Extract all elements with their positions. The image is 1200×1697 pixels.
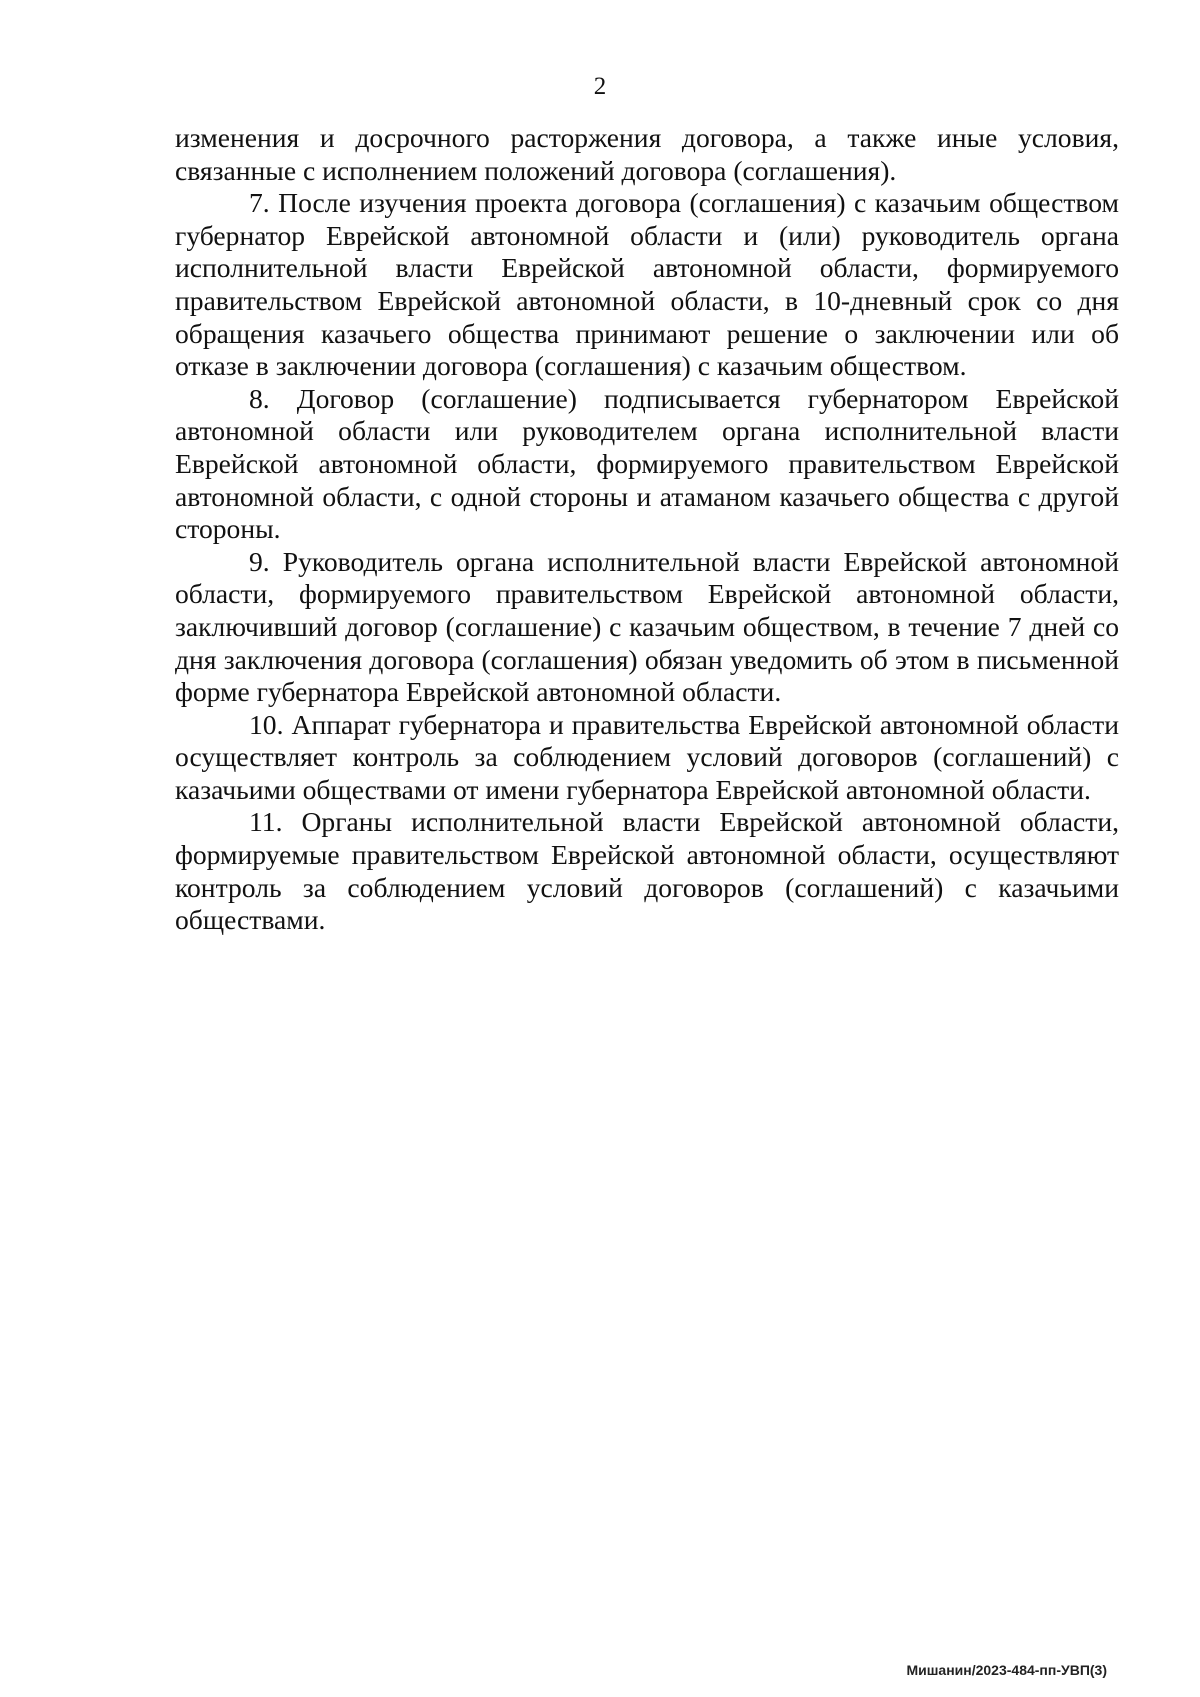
- page-number: 2: [593, 73, 607, 100]
- paragraph-item-10: 10. Аппарат губернатора и правительства Еврейской автономной области осуществляет контроль за соблюдением условий договоров (соглашений) с казачьими обществами от имени губернатора Еврейской автономной области.: [175, 708, 1119, 805]
- paragraph-item-8: 8. Договор (соглашение) подписывается губернатором Еврейской автономной области или руководителем органа исполнительной власти Еврейской автономной области, формируемого правительством Еврейской автономной области, с одной стороны и атаманом казачьего общества с другой стороны.: [175, 382, 1119, 545]
- paragraph-item-9: 9. Руководитель органа исполнительной власти Еврейской автономной области, формируемого правительством Еврейской автономной области, заключивший договор (соглашение) с казачьим обществом, в течение 7 дней со дня заключения договора (соглашения) обязан уведомить об этом в письменной форме губернатора Еврейской автономной области.: [175, 545, 1119, 708]
- paragraph-item-7: 7. После изучения проекта договора (соглашения) с казачьим обществом губернатор Еврейской автономной области и (или) руководитель органа исполнительной власти Еврейской автономной области, формируемого правительством Еврейской автономной области, в 10-дневный срок со дня обращения казачьего общества принимают решение о заключении или об отказе в заключении договора (соглашения) с казачьим обществом.: [175, 187, 1119, 382]
- document-body: [175, 122, 1119, 937]
- document-code: Мишанин/2023-484-пп-УВП(3): [906, 1662, 1107, 1678]
- paragraph-item-11: 11. Органы исполнительной власти Еврейской автономной области, формируемые правительством Еврейской автономной области, осуществляют контроль за соблюдением условий договоров (соглашений) с казачьими обществами.: [175, 806, 1119, 936]
- paragraph-continuation: изменения и досрочного расторжения договора, а также иные условия, связанные с исполнением положений договора (соглашения).: [175, 122, 1119, 186]
